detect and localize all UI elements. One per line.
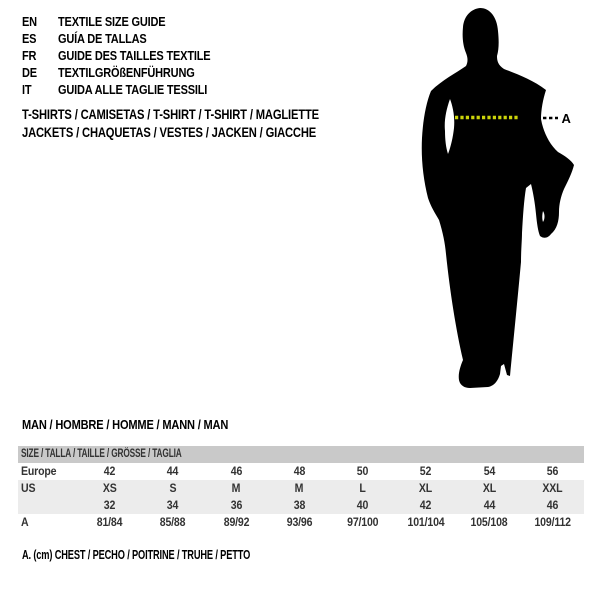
language-label bbox=[58, 66, 213, 80]
size-table-body bbox=[18, 463, 584, 531]
row-label bbox=[18, 514, 78, 531]
size-table bbox=[18, 446, 584, 531]
man-silhouette-path bbox=[422, 8, 574, 388]
size-cell bbox=[394, 463, 457, 480]
size-cell bbox=[205, 480, 268, 497]
language-row bbox=[22, 81, 231, 98]
size-table-header-text: SIZE / TALLA / TAILLE / GRÖSSE / TAGLIA bbox=[21, 448, 182, 460]
size-cell bbox=[141, 463, 204, 480]
size-cell-text: XL bbox=[482, 481, 496, 495]
language-label-text: TEXTILGRÖßENFÜHRUNG bbox=[58, 65, 195, 80]
language-label bbox=[58, 49, 231, 63]
size-cell bbox=[394, 514, 457, 531]
size-cell bbox=[141, 497, 204, 514]
size-cell-text: 42 bbox=[420, 498, 432, 512]
category-line-tshirts bbox=[22, 105, 393, 123]
row-label-text: A bbox=[21, 515, 29, 529]
size-cell bbox=[458, 497, 521, 514]
size-cell-text: 44 bbox=[483, 498, 495, 512]
section-title bbox=[22, 417, 265, 432]
language-code bbox=[22, 15, 58, 29]
size-cell-text: 85/88 bbox=[160, 515, 186, 529]
language-code bbox=[22, 32, 58, 46]
man-figure bbox=[400, 0, 600, 410]
category-line-jackets-text: JACKETS / CHAQUETAS / VESTES / JACKEN / GIACCHE bbox=[22, 124, 317, 140]
category-line-jackets bbox=[22, 123, 393, 141]
size-cell bbox=[394, 497, 457, 514]
language-code-text: DE bbox=[22, 65, 37, 80]
size-cell bbox=[394, 480, 457, 497]
size-cell-text: M bbox=[295, 481, 304, 495]
size-cell-text: XL bbox=[419, 481, 433, 495]
language-label-text: GUIDE DES TAILLES TEXTILE bbox=[58, 48, 211, 63]
size-cell bbox=[521, 514, 584, 531]
size-cell bbox=[205, 514, 268, 531]
size-cell-text: 34 bbox=[167, 498, 179, 512]
size-cell-text: L bbox=[359, 481, 366, 495]
size-cell bbox=[78, 463, 141, 480]
size-cell bbox=[331, 480, 394, 497]
size-cell bbox=[78, 514, 141, 531]
size-cell-text: 54 bbox=[483, 464, 495, 478]
man-silhouette bbox=[400, 0, 600, 410]
size-cell bbox=[331, 463, 394, 480]
size-cell bbox=[458, 480, 521, 497]
size-cell-text: 40 bbox=[356, 498, 369, 512]
category-list bbox=[22, 105, 393, 141]
table-row bbox=[18, 463, 584, 480]
size-cell-text: 46 bbox=[546, 498, 559, 512]
size-cell bbox=[458, 463, 521, 480]
size-cell-text: 32 bbox=[103, 498, 116, 512]
size-cell bbox=[78, 497, 141, 514]
size-cell-text: 56 bbox=[546, 464, 559, 478]
language-code-text: ES bbox=[22, 31, 37, 46]
language-code bbox=[22, 83, 58, 97]
language-list bbox=[22, 13, 231, 98]
size-cell-text: XXL bbox=[542, 481, 563, 495]
size-cell-text: 48 bbox=[293, 464, 306, 478]
size-cell-text: 93/96 bbox=[286, 515, 313, 529]
size-cell-text: 38 bbox=[293, 498, 306, 512]
size-cell-text: 101/104 bbox=[407, 515, 445, 529]
size-cell-text: M bbox=[231, 481, 241, 495]
language-row bbox=[22, 47, 231, 64]
measure-label-a: A bbox=[561, 111, 571, 126]
size-cell-text: 52 bbox=[420, 464, 432, 478]
size-cell-text: 105/108 bbox=[470, 515, 508, 529]
size-cell-text: 50 bbox=[356, 464, 369, 478]
table-row bbox=[18, 480, 584, 497]
row-label bbox=[18, 480, 78, 497]
section-title-text: MAN / HOMBRE / HOMME / MANN / MAN bbox=[22, 417, 229, 432]
size-cell bbox=[268, 463, 331, 480]
language-label bbox=[58, 83, 228, 97]
size-cell bbox=[331, 514, 394, 531]
language-label-text: TEXTILE SIZE GUIDE bbox=[58, 14, 166, 29]
row-label-text: Europe bbox=[21, 464, 57, 478]
size-cell-text: S bbox=[169, 481, 177, 495]
table-row bbox=[18, 514, 584, 531]
row-label bbox=[18, 497, 78, 514]
size-cell-text: 44 bbox=[167, 464, 179, 478]
size-cell-text: 42 bbox=[103, 464, 116, 478]
size-cell bbox=[268, 480, 331, 497]
language-label-text: GUIDA ALLE TAGLIE TESSILI bbox=[58, 82, 208, 97]
size-cell bbox=[458, 514, 521, 531]
category-line-tshirts-text: T-SHIRTS / CAMISETAS / T-SHIRT / T-SHIRT / MAGLIETTE bbox=[22, 106, 319, 122]
language-label bbox=[58, 15, 180, 29]
language-code-text: EN bbox=[22, 14, 37, 29]
language-row bbox=[22, 64, 231, 81]
size-cell-text: XS bbox=[102, 481, 117, 495]
size-cell-text: 81/84 bbox=[96, 515, 123, 529]
language-code-text: IT bbox=[22, 82, 32, 97]
size-cell bbox=[268, 497, 331, 514]
row-label bbox=[18, 463, 78, 480]
table-row bbox=[18, 497, 584, 514]
size-cell bbox=[205, 463, 268, 480]
size-cell bbox=[331, 497, 394, 514]
language-label-text: GUÍA DE TALLAS bbox=[58, 31, 147, 46]
size-cell bbox=[268, 514, 331, 531]
size-cell bbox=[521, 463, 584, 480]
measurement-footnote bbox=[22, 548, 330, 562]
size-table-header bbox=[18, 446, 584, 463]
size-cell bbox=[521, 497, 584, 514]
size-cell bbox=[521, 480, 584, 497]
language-row bbox=[22, 30, 231, 47]
measurement-footnote-text: A. (cm) CHEST / PECHO / POITRINE / TRUHE / PETTO bbox=[22, 548, 251, 562]
size-cell bbox=[78, 480, 141, 497]
size-cell-text: 46 bbox=[230, 464, 242, 478]
language-code bbox=[22, 49, 58, 63]
size-cell-text: 97/100 bbox=[346, 515, 379, 529]
size-cell-text: 36 bbox=[230, 498, 242, 512]
size-cell bbox=[141, 514, 204, 531]
language-code-text: FR bbox=[22, 48, 37, 63]
language-row bbox=[22, 13, 231, 30]
size-cell-text: 109/112 bbox=[534, 515, 571, 529]
language-label bbox=[58, 32, 159, 46]
size-cell-text: 89/92 bbox=[223, 515, 249, 529]
size-cell bbox=[141, 480, 204, 497]
size-cell bbox=[205, 497, 268, 514]
row-label-text: US bbox=[21, 481, 36, 495]
language-code bbox=[22, 66, 58, 80]
